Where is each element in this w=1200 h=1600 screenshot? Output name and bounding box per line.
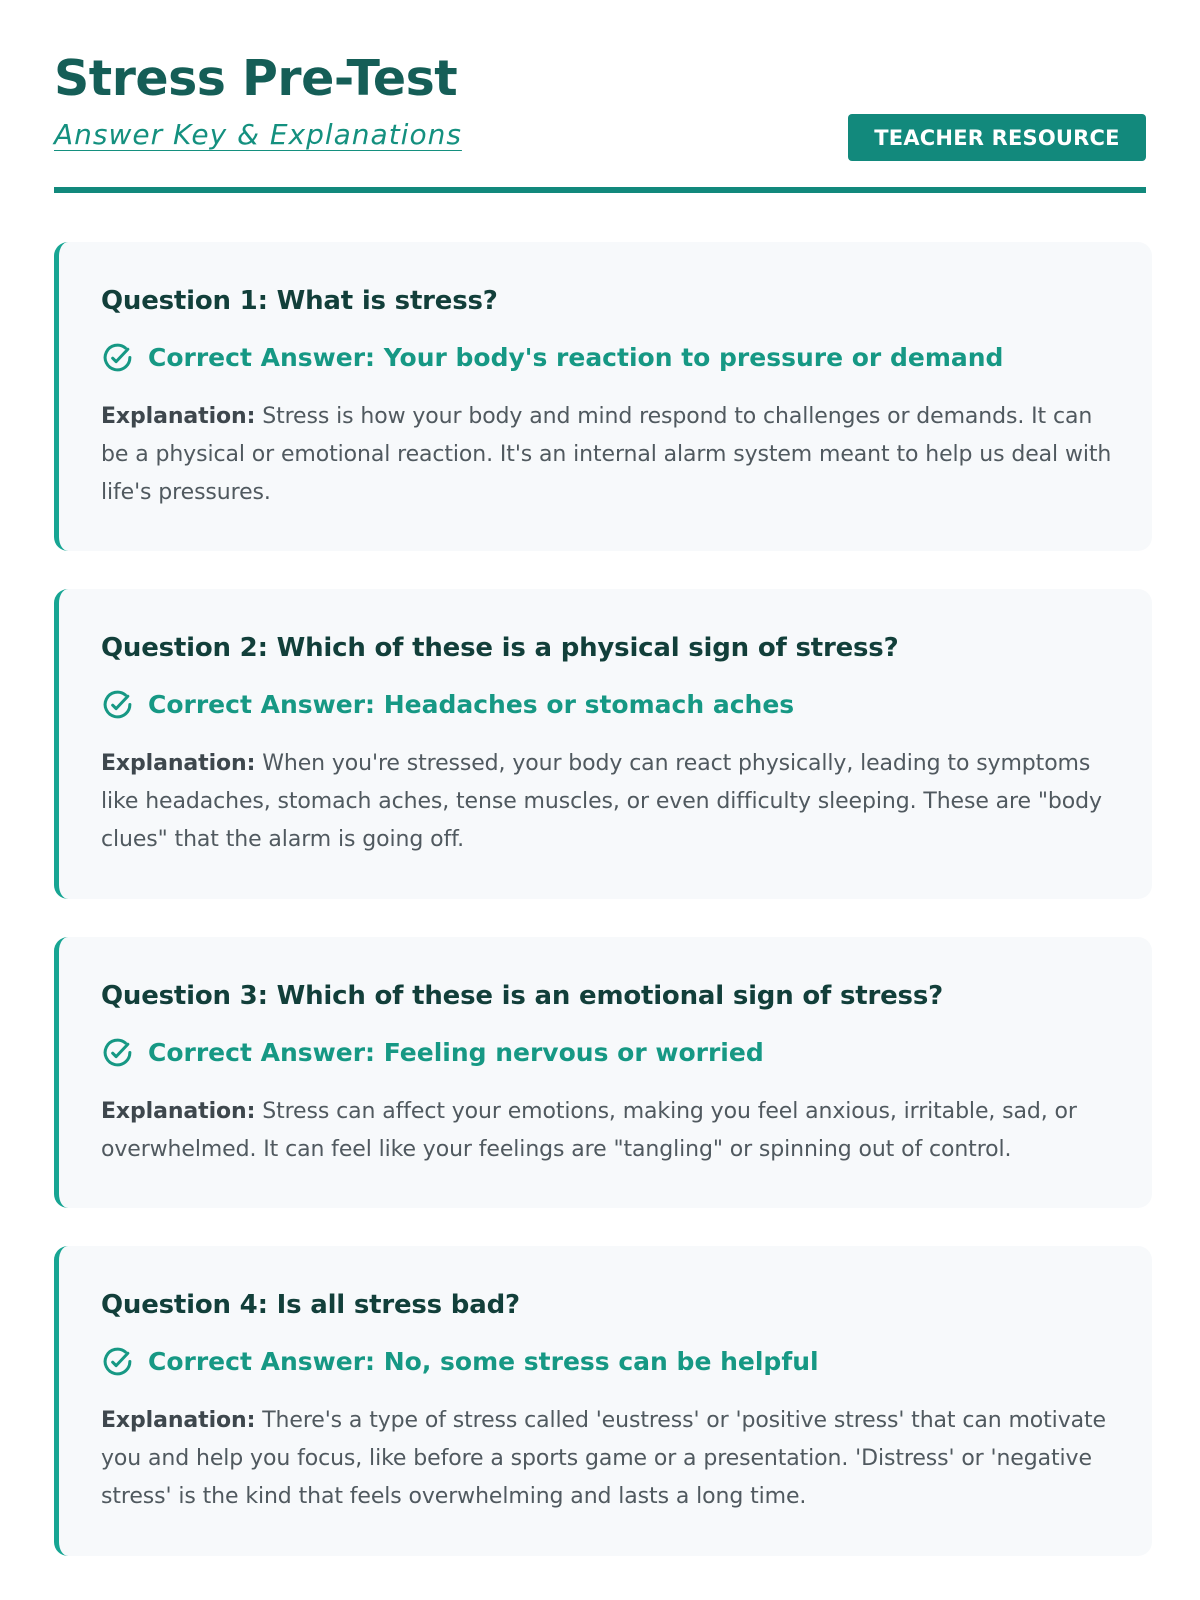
explanation-text-2: When you're stressed, your body can react physically, leading to symptoms like headaches, stomach aches, tense muscles, or even difficulty sleeping. These are "body clues" that the alarm is going off.	[101, 751, 1102, 853]
correct-answer-text-1: Correct Answer: Your body's reaction to pressure or demand	[148, 342, 1004, 372]
check-circle-icon	[101, 341, 134, 374]
page-title: Stress Pre-Test	[54, 50, 458, 107]
explanation-text-3: Stress can affect your emotions, making you feel anxious, irritable, sad, or overwhelmed. It can feel like your feelings are "tangling" or spinning out of control.	[101, 1099, 1077, 1163]
explanation-3	[101, 1093, 1112, 1169]
question-card-4	[54, 1246, 1152, 1556]
explanation-4	[101, 1402, 1112, 1516]
check-circle-icon	[101, 688, 134, 721]
explanation-label: Explanation:	[101, 751, 256, 777]
correct-answer-4	[101, 1345, 1112, 1378]
correct-answer-text-3: Correct Answer: Feeling nervous or worried	[148, 1037, 764, 1067]
check-circle-icon	[101, 1036, 134, 1069]
header-divider	[54, 187, 1146, 193]
question-title-3: Question 3: Which of these is an emotional sign of stress?	[101, 981, 943, 1011]
teacher-resource-badge: TEACHER RESOURCE	[848, 114, 1146, 161]
page-subtitle: Answer Key & Explanations	[54, 118, 462, 151]
explanation-label: Explanation:	[101, 1099, 256, 1125]
explanation-label: Explanation:	[101, 1408, 256, 1434]
explanation-text-1: Stress is how your body and mind respond to challenges or demands. It can be a physical or emotional reaction. It's an internal alarm system meant to help us deal with life's pressures.	[101, 404, 1112, 506]
explanation-label: Explanation:	[101, 404, 256, 430]
correct-answer-2	[101, 688, 1112, 721]
check-circle-icon	[101, 1345, 134, 1378]
question-card-3	[54, 937, 1152, 1208]
correct-answer-1	[101, 341, 1112, 374]
question-title-4: Question 4: Is all stress bad?	[101, 1290, 520, 1320]
question-title-1: Question 1: What is stress?	[101, 286, 498, 316]
correct-answer-text-4: Correct Answer: No, some stress can be helpful	[148, 1346, 819, 1376]
correct-answer-3	[101, 1036, 1112, 1069]
question-card-1	[54, 242, 1152, 551]
explanation-2	[101, 745, 1112, 859]
explanation-1	[101, 398, 1112, 512]
page-header	[54, 0, 1146, 194]
question-card-2	[54, 589, 1152, 899]
correct-answer-text-2: Correct Answer: Headaches or stomach aches	[148, 689, 795, 719]
question-title-2: Question 2: Which of these is a physical sign of stress?	[101, 633, 899, 663]
explanation-text-4: There's a type of stress called 'eustress' or 'positive stress' that can motivate you and help you focus, like before a sports game or a presentation. 'Distress' or 'negative stress' is the kind that feels overwhelming and lasts a long time.	[101, 1408, 1106, 1510]
